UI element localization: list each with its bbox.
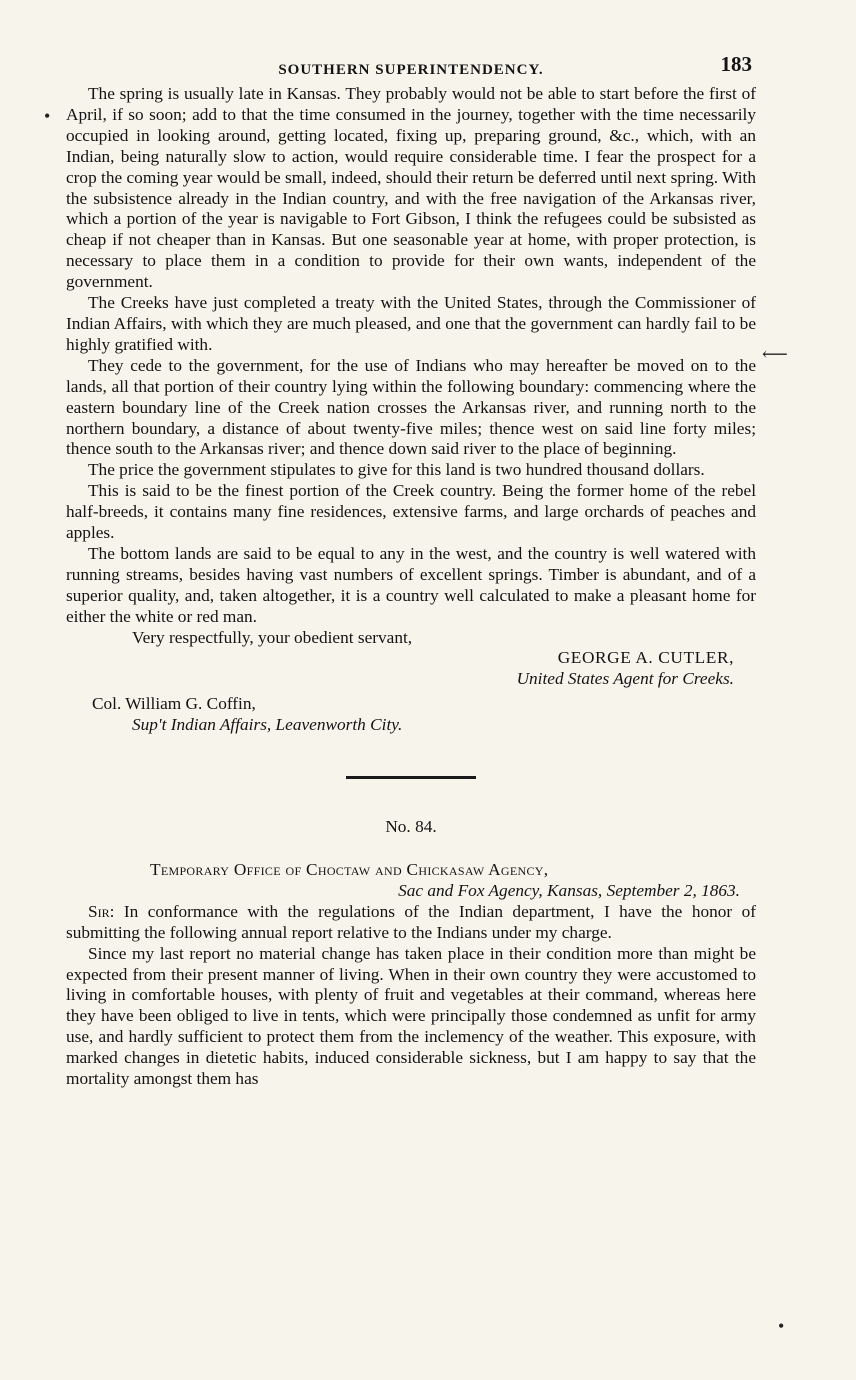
salutation: Sir: [88, 901, 115, 921]
place-date: Sac and Fox Agency, Kansas, September 2, 1863. [398, 880, 740, 900]
margin-arrow-mark: ⟵ [762, 344, 788, 364]
running-head: SOUTHERN SUPERINTENDENCY. [278, 62, 544, 78]
office-title: Temporary Office of Choctaw and Chickasaw Agency, [150, 860, 549, 879]
signature-title: United States Agent for Creeks. [516, 669, 734, 689]
page-body [66, 84, 756, 1090]
document-page [66, 50, 756, 1090]
margin-bullet-mark: • [44, 106, 51, 126]
paragraph: The bottom lands are said to be equal to any in the west, and the country is well watered with running streams, besides having vast numbers of excellent springs. Timber is abundant, and of a superior quality, and, taken altogether, it is a country well calculated to make a pleasant home for either the white or red man. [66, 543, 756, 626]
paragraph: They cede to the government, for the use of Indians who may hereafter be moved on to the lands, all that portion of their country lying within the following boundary: commencing where the eastern boundary line of the Creek nation crosses the Arkansas river, and running north to the northern boundary, a distance of about twenty-five miles; thence west on said line forty miles; thence south to the Arkansas river; and thence down said river to the place of beginning. [66, 355, 756, 459]
document-number: No. 84. [385, 817, 437, 837]
margin-dot-mark: • [778, 1316, 785, 1336]
page-header [66, 50, 756, 84]
addressee-name: Col. William G. Coffin, [92, 694, 256, 714]
paragraph: The price the government stipulates to give for this land is two hundred thousand dollars. [88, 460, 705, 480]
paragraph: This is said to be the finest portion of the Creek country. Being the former home of the rebel half-breeds, it contains many fine residences, extensive farms, and large orchards of peaches and apples. [66, 481, 756, 543]
closing-line: Very respectfully, your obedient servant, [132, 627, 413, 647]
page-number: 183 [720, 52, 752, 76]
paragraph: The Creeks have just completed a treaty with the United States, through the Commissioner of Indian Affairs, with which they are much pleased, and one that the government can hardly fail to be highly gratified with. [66, 293, 756, 354]
signature-name: GEORGE A. CUTLER, [557, 648, 734, 668]
paragraph: Since my last report no material change has taken place in their condition more than might be expected from their present manner of living. When in their own country they were accustomed to living in comfortable houses, with plenty of fruit and vegetables at their command, whereas here they have been obliged to live in tents, which were principally those condemned as unfit for army use, and hardly sufficient to protect them from the inclemency of the weather. This exposure, with marked changes in dietetic habits, induced considerable sickness, but I am happy to say that the mortality amongst them has [66, 943, 756, 1089]
paragraph: The spring is usually late in Kansas. They probably would not be able to start before the first of April, if so soon; add to that the time consumed in the journey, together with the time necessarily occupied in looking around, getting located, fixing up, preparing ground, &c., which, with an Indian, being naturally slow to action, would require considerable time. I fear the prospect for a crop the coming year would be small, indeed, should their return be deferred until next spring. With the subsistence already in the Indian country, and with the free navigation of the Arkansas river, which a portion of the year is navigable to Fort Gibson, I think the refugees could be subsisted as cheap if not cheaper than in Kansas. But one seasonable year at home, with proper protection, is necessary to place them in a condition to provide for their own wants, independent of the government. [66, 84, 756, 292]
section-divider [346, 776, 476, 779]
paragraph-text: In conformance with the regulations of the Indian department, I have the honor of submitting the following annual report relative to the Indians under my charge. [66, 901, 756, 942]
paragraph [66, 902, 756, 944]
addressee-title: Sup't Indian Affairs, Leavenworth City. [132, 715, 403, 735]
